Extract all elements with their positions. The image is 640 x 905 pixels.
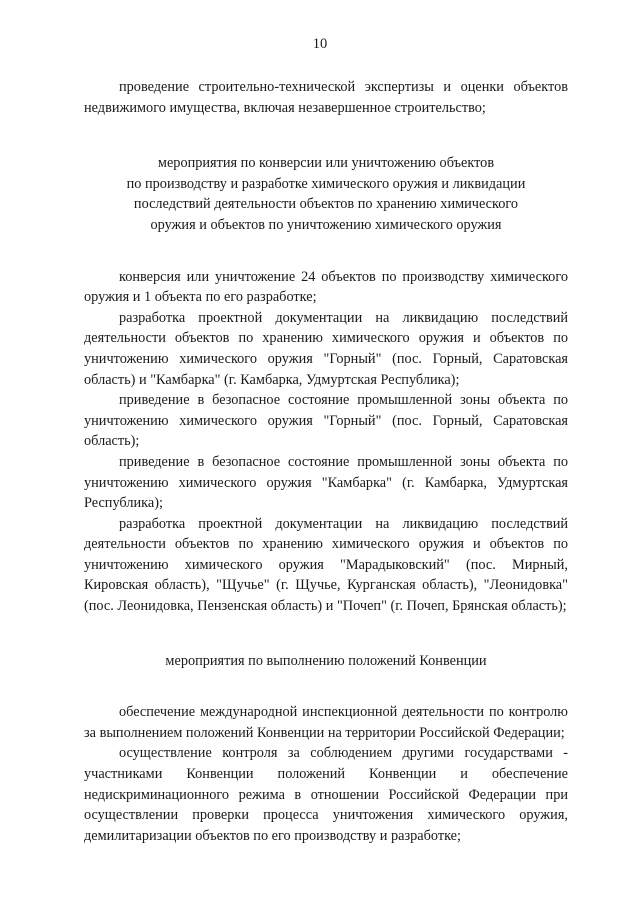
section-1-heading-line: последствий деятельности объектов по хранению химического xyxy=(133,196,519,213)
section-2-heading: мероприятия по выполнению положений Конвенции xyxy=(165,652,487,669)
section-1-paragraph: приведение в безопасное состояние промышленной зоны объекта по уничтожению химического оружия "Горный" (пос. Горный, Саратовская область); xyxy=(84,392,568,450)
section-1-heading-line: по производству и разработке химического оружия и ликвидации xyxy=(126,175,526,192)
page-number: 10 xyxy=(312,36,328,52)
section-1-paragraph: приведение в безопасное состояние промышленной зоны объекта по уничтожению химического оружия "Камбарка" (г. Камбарка, Удмуртская Республика); xyxy=(84,453,568,512)
section-1-heading-line: мероприятия по конверсии или уничтожению объектов xyxy=(157,155,495,172)
section-1-heading xyxy=(84,153,568,235)
section-2-paragraph: осуществление контроля за соблюдением другими государствами - участниками Конвенции положений Конвенции и обеспечение недискриминационного режима в отношении Российской Федерации при осуществлении проверки процесса уничтожения химического оружия, демилитаризации объектов по его производству и разработке; xyxy=(84,745,568,844)
section-1-heading-line: оружия и объектов по уничтожению химического оружия xyxy=(150,216,502,233)
section-1-body xyxy=(84,267,568,617)
section-1-paragraph: конверсия или уничтожение 24 объектов по производству химического оружия и 1 объекта по его разработке; xyxy=(84,268,568,306)
section-1-paragraph: разработка проектной документации на ликвидацию последствий деятельности объектов по хранению химического оружия и объектов по уничтожению химического оружия "Горный" (пос. Горный, Саратовская область) и "Камбарка" (г. Камбарка, Удмуртская Республика); xyxy=(84,309,568,388)
intro-paragraph: проведение строительно-технической экспертизы и оценки объектов недвижимого имущества, включая незавершенное строительство; xyxy=(84,79,568,116)
section-1-paragraph: разработка проектной документации на ликвидацию последствий деятельности объектов по хранению химического оружия и объектов по уничтожению химического оружия "Марадыковский" (пос. Мирный, Кировская область), "Щучье" (г. Щучье, Курганская область), "Леонидовка" (пос. Леонидовка, Пензенская область) и "Почеп" (г. Почеп, Брянская область); xyxy=(84,515,568,615)
document-body xyxy=(84,77,568,846)
section-2-body xyxy=(84,702,568,846)
section-2-paragraph: обеспечение международной инспекционной деятельности по контролю за выполнением положений Конвенции на территории Российской Федерации; xyxy=(84,704,568,741)
